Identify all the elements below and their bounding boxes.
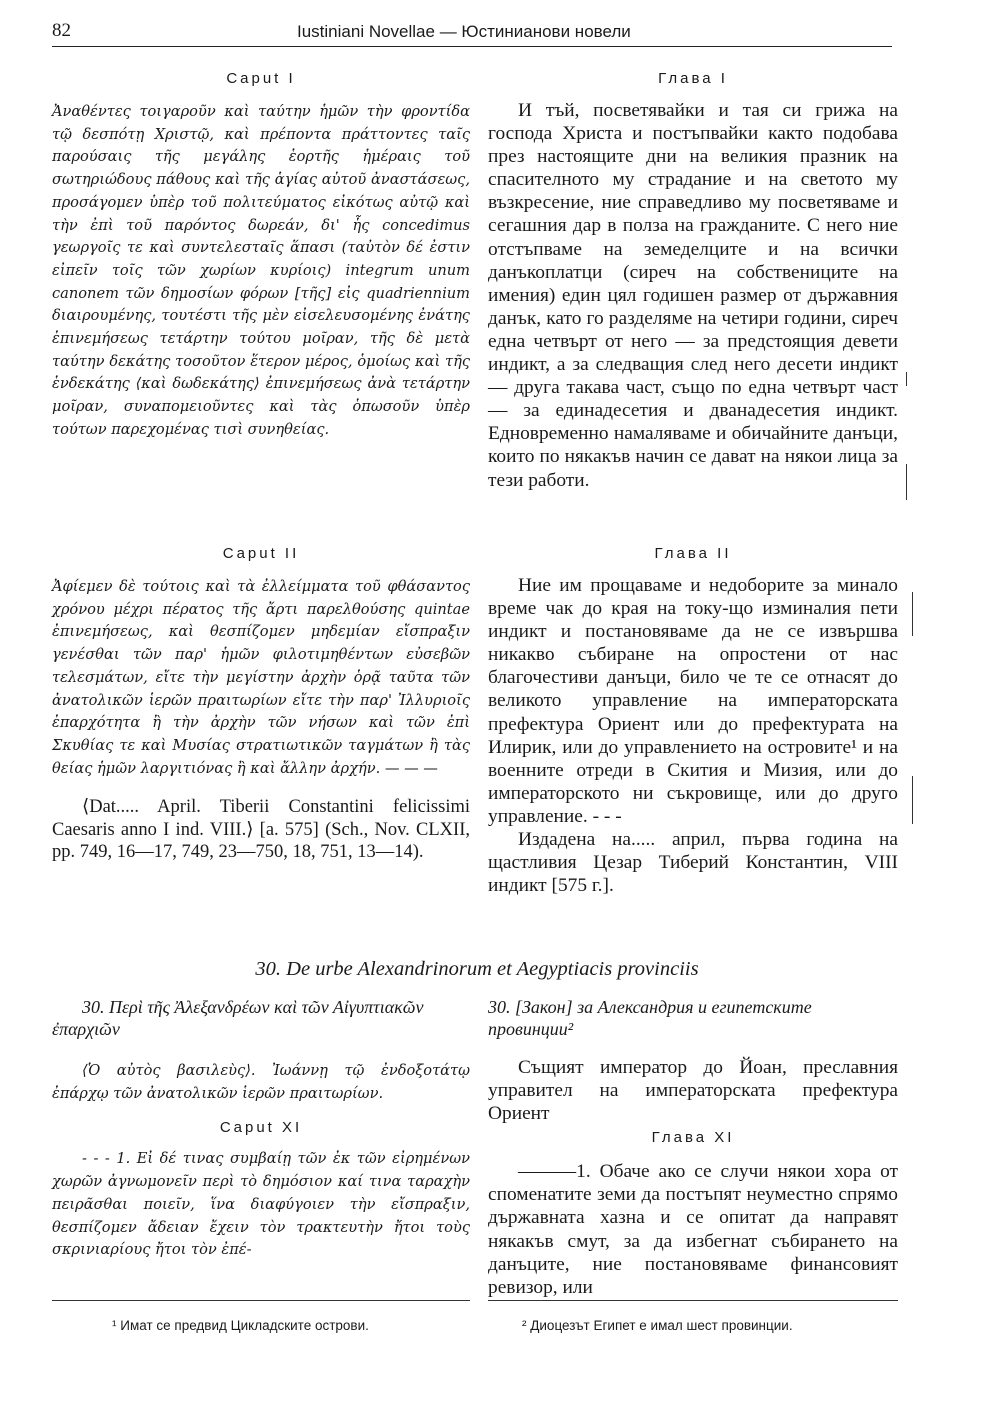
caput1-bulgarian-text: И тъй, посветявайки и тая си грижа на господа Христа и постъпвайки както подобава през настоящите дни на великия празник на спасителното му страдание и на светото му възкресение, ние справедливо му посветяваме и сегашния дар в полза на гражданите. С него ние отстъпваме на земеделците и на всички данъкоплатци (сиреч на собствениците на имения) един цял годишен размер от държавния данък, като го разделяме на четири години, сиреч една четвърт от него — за предстоящия девети индикт, а за следващия след него десети индикт — друга такава част, също по една четвърт част — за единадесетия и дванадесетия индикт. Едновременно намаляваме и обичайните данъци, които по някакъв начин се дават на някои лица за тези работи. (488, 100, 898, 491)
margin-bar (912, 592, 913, 636)
page-header (52, 14, 892, 47)
caput11-bulgarian-text: ———1. Обаче ако се случи някои хора от споменатите земи да постъпят неуместно спрямо държавната хазна и се опитат да направят някакъв смут, за да избегнат събирането на данъците, ние постановяваме финансовият ревизор, или (488, 1161, 898, 1298)
caput11-right-heading: Глава XI (651, 1129, 735, 1147)
caput2-latin-date: ⟨Dat..... April. Tiberii Constantini felicissimi Caesaris anno I ind. VIII.⟩ [a. 575] (Sch., Nov. CLXII, pp. 749, 16—17, 749, 23—750, 18, 751, 13—14). (52, 797, 470, 863)
caput1-right-heading: Глава I (658, 70, 728, 87)
section30-greek-address: ⟨Ὁ αὐτὸς βασιλεὺς⟩. Ἰωάννῃ τῷ ἐνδοξοτάτῳ ἐπάρχῳ τῶν ἀνατολικῶν ἱερῶν πραιτωρίων. (52, 1062, 470, 1102)
section30-bulgarian-column (488, 996, 898, 1299)
caput1-greek-text: Ἀναθέντες τοιγαροῦν καὶ ταύτην ἡμῶν τὴν φροντίδα τῷ δεσπότῃ Χριστῷ, καὶ πρέποντα πράττοντες ταῖς παρούσαις τῆς μεγάλης ἑορτῆς ἡμέραις τοῦ σωτηριώδους πάθους καὶ τῆς ἁγίας αὐτοῦ ἀναστάσεως, προσάγομεν ὑπὲρ τοῦ πολιτεύματος εἰκότως αὐτῷ καὶ τὴν ἐπὶ τοῦ παρόντος δωρεάν, δι' ἧς concedimus γεωργοῖς τε καὶ συντελεσταῖς ἅπασι (ταὐτὸν δέ ἐστιν εἰπεῖν τοῖς τῶν χωρίων κυρίοις) integrum unum canonem τῶν δημοσίων φόρων [τῆς] εἰς quadriennium διαιρουμένης, τουτέστι τῆς μὲν εἰσελευσομένης ἐνάτης ἐπινεμήσεως τετάρτην τούτου μοῖραν, τῆς δὲ μετὰ ταύτην δεκάτης τοσοῦτον ἕτερον μέρος, ὁμοίως καὶ τῆς ἑνδεκάτης ⟨καὶ δωδεκάτης⟩ ἐπινεμήσεως ἀνὰ τετάρτην μοῖραν, συναπομειοῦντες καὶ τὰς ὁπωσοῦν ὑπὲρ τούτων παρεχομένας τισὶ συνηθείας. (52, 103, 470, 438)
caput2-greek-text: Ἀφίεμεν δὲ τούτοις καὶ τὰ ἐλλείμματα τοῦ φθάσαντος χρόνου μέχρι πέρατος τῆς ἄρτι παρελθούσης quintae ἐπινεμήσεως, καὶ θεσπίζομεν μηδεμίαν εἴσπραξιν γενέσθαι τῶν παρ' ἡμῶν φιλοτιμηθέντων εὐσεβῶν τελεσμάτων, εἴτε τὴν μεγίστην ἀρχὴν ὁρᾷ ταῦτα τῶν ἀνατολικῶν ἱερῶν πραιτωρίων εἴτε τὴν παρ' Ἰλλυριοῖς ἐπαρχότητα ἢ τὴν ἀρχὴν τῶν νήσων καὶ τῶν ἐπὶ Σκυθίας τε καὶ Μυσίας στρατιωτικῶν ταγμάτων ἢ τὰς θείας ἡμῶν λαργιτιόνας ἢ καὶ ἄλλην ἀρχήν. — — — (52, 578, 470, 777)
section30-greek-title: 30. Περὶ τῆς Ἀλεξανδρέων καὶ τῶν Αἰγυπτιακῶν ἐπαρχιῶν (52, 997, 424, 1039)
margin-bar (906, 464, 907, 500)
footnote-rule-right (488, 1300, 898, 1301)
caput2-bulgarian-text: Ние им прощаваме и недоборите за минало време чак до края на току-що изминалия пети индикт и постановяваме да не се извършва никакво събиране на опростени от нас благочестиви данъци, било че те се отнасят до великото управление на императорската префектура Ориент или до префектурата на Илирик, или до управлението на островите¹ и на военните отреди в Скития и Мизия, или до императорското ни съкровище, или до друго управление. - - - (488, 575, 898, 827)
section30-bulgarian-title: 30. [Закон] за Александрия и египетските провинции² (488, 997, 812, 1039)
margin-bar (912, 776, 913, 824)
section-title: 30. De urbe Alexandrinorum et Aegyptiacis provinciis (255, 958, 699, 980)
caput11-left-heading: Caput XI (219, 1119, 303, 1137)
caput2-bulgarian-column (488, 545, 898, 897)
caput2-bulgarian-date: Издадена на..... април, първа година на щастливия Цезар Тиберий Константин, VIII индикт [575 г.]. (488, 829, 898, 897)
running-title: Iustiniani Novellae — Юстинианови новели (297, 22, 631, 41)
page-number: 82 (52, 20, 71, 41)
caput1-left-heading: Caput I (226, 70, 296, 87)
caput2-left-heading: Caput II (222, 545, 300, 562)
caput1-bulgarian-column (488, 70, 898, 492)
margin-bar (906, 372, 907, 386)
footnote-right: ² Диоцезът Египет е имал шест провинции. (522, 1318, 793, 1333)
caput2-greek-column (52, 545, 470, 864)
section30-greek-column (52, 996, 470, 1262)
caput2-right-heading: Глава II (654, 545, 732, 562)
caput1-greek-column (52, 70, 470, 442)
footnote-left: ¹ Имат се предвид Цикладските острови. (112, 1318, 369, 1333)
footnote-rule-left (52, 1300, 470, 1301)
caput11-greek-text: - - - 1. Εἰ δέ τινας συμβαίῃ τῶν ἐκ τῶν εἰρημένων χωρῶν ἀγνωμονεῖν περὶ τὸ δημόσιον καί τινα ταραχὴν πειρᾶσθαι ποιεῖν, ἵνα διαφύγοιεν τὴν εἴσπραξιν, θεσπίζομεν ἄδειαν ἔχειν τὸν τρακτευτὴν ἤτοι τοὺς σκρινιαρίους ἤτοι τὸν ἐπέ- (52, 1150, 470, 1259)
section30-bulgarian-address: Същият император до Йоан, преславния управител на императорската префектура Ориент (488, 1057, 898, 1125)
